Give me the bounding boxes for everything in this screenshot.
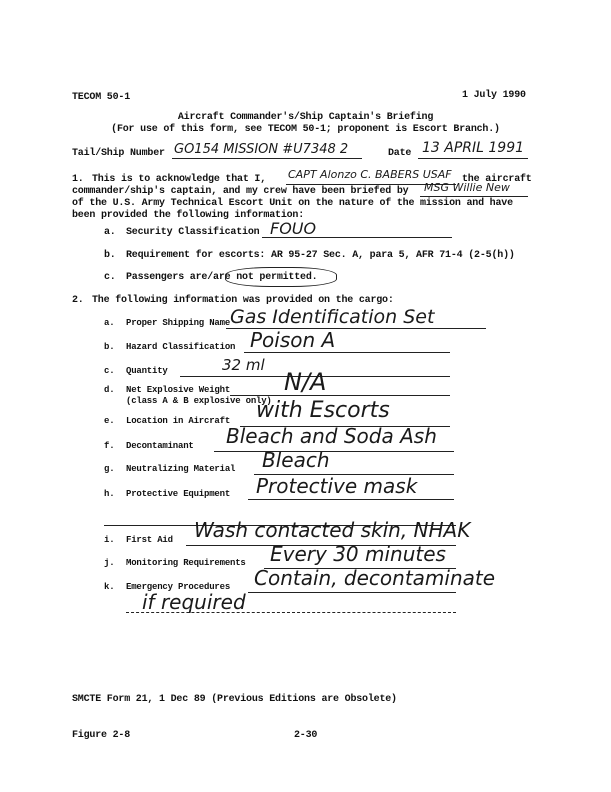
item-2g-value: Bleach [262, 448, 330, 472]
item-2b-letter: b. [104, 342, 115, 352]
item-2c-value: 32 ml [222, 356, 265, 374]
item-2a-letter: a. [104, 318, 115, 328]
item-2j-value: Every 30 minutes [270, 542, 446, 566]
item-2k-label: Emergency Procedures [126, 582, 231, 592]
title-line-1: Aircraft Commander's/Ship Captain's Briefing [177, 112, 434, 123]
item-2h-value: Protective mask [256, 474, 418, 498]
date-label: Date [388, 148, 412, 159]
item-1c-letter: c. [104, 272, 116, 283]
item-2d-label: Net Explosive Weight [126, 385, 231, 395]
date-value: 13 APRIL 1991 [422, 140, 525, 156]
item-1a-value: FOUO [270, 219, 317, 238]
para2-intro: The following information was provided on the cargo: [92, 295, 394, 306]
item-2g-letter: g. [104, 464, 115, 474]
para1-number: 1. [72, 174, 84, 185]
item-2a-value: Gas Identification Set [230, 306, 435, 328]
form-id: TECOM 50-1 [72, 92, 131, 103]
para2-number: 2. [72, 295, 84, 306]
briefer-field-line [420, 196, 528, 197]
item-1a-letter: a. [104, 227, 116, 238]
para1-line-3: of the U.S. Army Technical Escort Unit on the nature of the mission and have [72, 198, 513, 209]
item-2d-line [230, 395, 450, 396]
item-2i-letter: i. [104, 535, 115, 545]
item-1c-label: Passengers are/are not permitted. [126, 272, 318, 283]
item-2b-value: Poison A [250, 328, 336, 352]
item-2j-letter: j. [104, 558, 115, 568]
footer-page-number: 2-30 [294, 730, 318, 741]
item-2k-value-2: if required [142, 590, 246, 614]
para1-line-2: commander/ship's captain, and my crew have been briefed by [72, 186, 409, 197]
item-1a-label: Security Classification [126, 227, 260, 238]
item-2b-line [244, 352, 450, 353]
item-2h-letter: h. [104, 489, 115, 499]
item-2j-label: Monitoring Requirements [126, 558, 246, 568]
header-date: 1 July 1990 [462, 90, 526, 101]
item-2i-value: Wash contacted skin, NHAK [194, 518, 471, 542]
para1-text-a: This is to acknowledge that I, [92, 174, 267, 185]
commander-name: CAPT Alonzo C. BABERS USAF [288, 168, 452, 181]
item-2b-label: Hazard Classification [126, 342, 236, 352]
item-2a-label: Proper Shipping Name [126, 318, 231, 328]
tail-field-line [172, 158, 362, 159]
item-2h-label: Protective Equipment [126, 489, 231, 499]
item-2g-label: Neutralizing Material [126, 464, 236, 474]
item-2e-letter: e. [104, 416, 115, 426]
date-field-line [418, 158, 528, 159]
item-2c-letter: c. [104, 366, 115, 376]
item-2k-letter: k. [104, 582, 115, 592]
footer-form-note: SMCTE Form 21, 1 Dec 89 (Previous Editions are Obsolete) [72, 694, 397, 705]
item-2f-value: Bleach and Soda Ash [226, 424, 437, 448]
item-1b-letter: b. [104, 250, 116, 261]
item-2f-label: Decontaminant [126, 441, 194, 451]
item-2k-line [248, 592, 456, 593]
item-2d-value: N/A [284, 368, 327, 396]
footer-figure: Figure 2-8 [72, 730, 131, 741]
tail-value: GO154 MISSION #U7348 2 [174, 142, 349, 157]
item-2h-line [248, 499, 454, 500]
title-line-2: (For use of this form, see TECOM 50-1; proponent is Escort Branch.) [111, 124, 500, 135]
handwritten-circle-mark [225, 267, 337, 287]
para1-line-4: been provided the following information: [72, 210, 305, 221]
item-2f-letter: f. [104, 441, 115, 451]
item-1b-label: Requirement for escorts: AR 95-27 Sec. A, para 5, AFR 71-4 (2-5(h)) [126, 250, 515, 261]
tail-label: Tail/Ship Number [72, 148, 165, 159]
item-2e-value: with Escorts [256, 398, 390, 423]
item-2c-label: Quantity [126, 366, 168, 376]
item-2d-letter: d. [104, 385, 115, 395]
para1-text-b: the aircraft [462, 174, 532, 185]
item-2i-label: First Aid [126, 535, 173, 545]
item-2f-line [214, 451, 454, 452]
item-2d-sublabel: (class A & B explosive only) [126, 396, 272, 406]
item-2e-label: Location in Aircraft [126, 416, 231, 426]
briefer-name: MSG Willie New [424, 181, 510, 194]
item-2k-value: Contain, decontaminate [254, 566, 496, 590]
